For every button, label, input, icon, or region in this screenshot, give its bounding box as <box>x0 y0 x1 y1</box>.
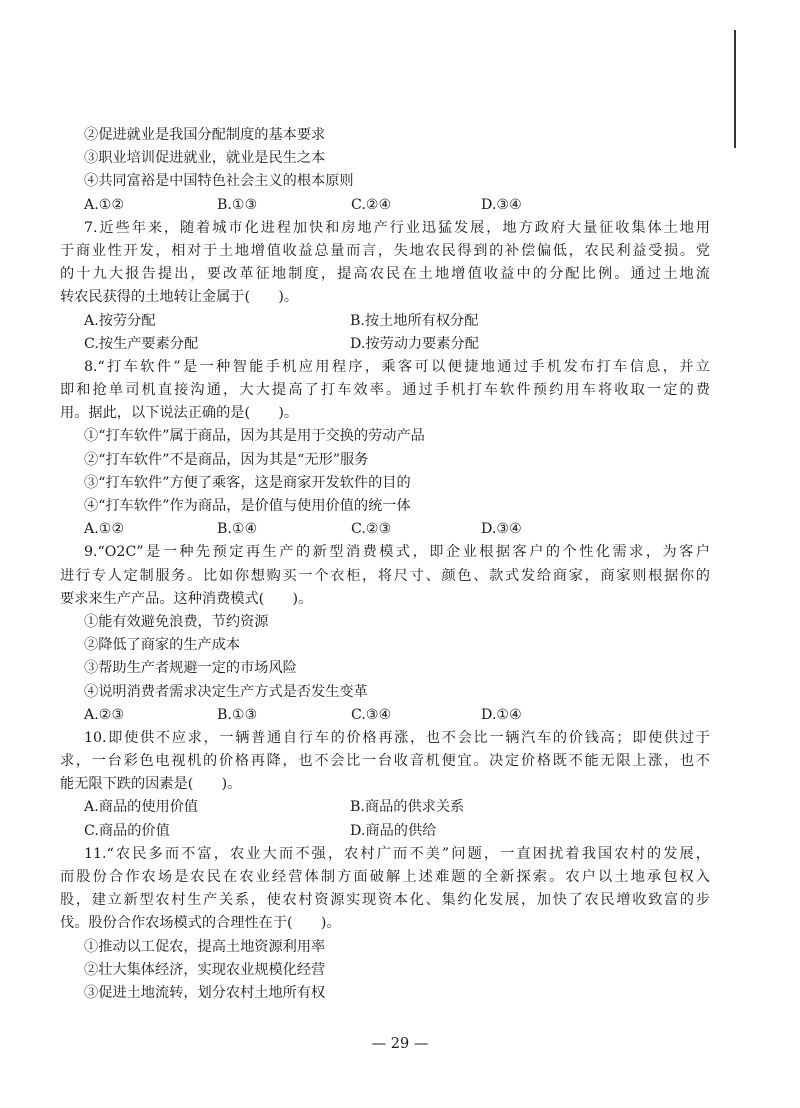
q6-statement: ②促进就业是我国分配制度的基本要求 <box>84 127 326 143</box>
q8-stem-line: 8.“打车软件”是一种智能手机应用程序，乘客可以便捷地通过手机发布打车信息，并立 <box>84 358 710 375</box>
q10-stem-line: 求，一台彩色电视机的价格再降，也不会比一台收音机便宜。决定价格既不能无限上涨，也不 <box>60 753 710 770</box>
q8-stem-line: 即和抢单司机直接沟通，大大提高了打车效率。通过手机打车软件预约用车将收取一定的费 <box>60 382 710 399</box>
q6-statement: ④共同富裕是中国特色社会主义的根本原则 <box>84 173 354 190</box>
q8-statement: ③“打车软件”方便了乘客，这是商家开发软件的目的 <box>84 474 411 491</box>
q11-statement: ①推动以工促农，提高土地资源利用率 <box>84 938 326 955</box>
q9-options <box>84 704 710 727</box>
q6-option-b[interactable]: B.①③ <box>217 196 258 213</box>
q6-option-a[interactable]: A.①② <box>84 196 125 213</box>
q7-options-row2 <box>84 333 710 356</box>
scan-margin-line <box>734 30 736 148</box>
q8-statement: ①“打车软件”属于商品，因为其是用于交换的劳动产品 <box>84 428 425 445</box>
q10-option-d[interactable]: D.商品的供给 <box>350 822 437 839</box>
q9-statement: ②降低了商家的生产成本 <box>84 637 241 654</box>
q10-options-row1 <box>84 796 710 819</box>
q8-option-b[interactable]: B.①④ <box>217 521 258 538</box>
q7-stem-line: 于商业性开发，相对于土地增值收益总量而言，失地农民得到的补偿偏低，农民利益受损。党 <box>60 242 710 259</box>
q11-stem-line: 11.“农民多而不富，农业大而不强，农村广而不美”问题，一直困扰着我国农村的发展， <box>84 845 710 862</box>
q10-stem-line: 能无限下跌的因素是( )。 <box>60 776 242 793</box>
q7-option-d[interactable]: D.按劳动力要素分配 <box>350 335 479 352</box>
q8-statement: ④“打车软件”作为商品，是价值与使用价值的统一体 <box>84 498 411 514</box>
q8-option-a[interactable]: A.①② <box>84 521 125 538</box>
q7-stem-line: 7.近些年来，随着城市化进程加快和房地产行业迅猛发展，地方政府大量征收集体土地用 <box>84 219 710 236</box>
q9-option-b[interactable]: B.①③ <box>217 706 258 723</box>
q11-statement: ③促进土地流转，划分农村土地所有权 <box>84 984 326 1001</box>
q11-stem-line: 股，建立新型农村生产关系，使农村资源实现资本化、集约化发展，加快了农民增收致富的步 <box>60 892 710 909</box>
q10-option-b[interactable]: B.商品的供求关系 <box>350 799 465 816</box>
q6-option-c[interactable]: C.②④ <box>351 196 392 213</box>
q7-stem-line: 的十九大报告提出，要改革征地制度，提高农民在土地增值收益中的分配比例。通过土地流 <box>60 266 710 283</box>
q11-statement: ②壮大集体经济，实现农业规模化经营 <box>84 961 326 978</box>
q6-option-d[interactable]: D.③④ <box>481 196 522 213</box>
q8-option-d[interactable]: D.③④ <box>481 521 522 538</box>
q8-stem-line: 用。据此，以下说法正确的是( )。 <box>60 405 299 422</box>
q6-statement: ③职业培训促进就业，就业是民生之本 <box>84 150 326 167</box>
q11-stem-line: 而股份合作农场是农民在农业经营体制方面破解上述难题的全新探索。农户以土地承包权入 <box>60 869 710 885</box>
q10-stem-line: 10.即使供不应求，一辆普通自行车的价格再涨，也不会比一辆汽车的价钱高；即使供过于 <box>84 729 710 746</box>
q6-options <box>84 194 710 217</box>
q9-stem-line: 9.“O2C”是一种先预定再生产的新型消费模式，即企业根据客户的个性化需求，为客户 <box>84 544 710 561</box>
q11-stem-line: 伐。股份合作农场模式的合理性在于( )。 <box>60 915 341 932</box>
q8-options <box>84 518 710 541</box>
q10-option-a[interactable]: A.商品的使用价值 <box>84 799 199 816</box>
q10-options-row2 <box>84 820 710 843</box>
q8-statement: ②“打车软件”不是商品，因为其是“无形”服务 <box>84 451 369 468</box>
q10-option-c[interactable]: C.商品的价值 <box>84 822 170 839</box>
q7-option-a[interactable]: A.按劳分配 <box>84 312 156 329</box>
q9-statement: ④说明消费者需求决定生产方式是否发生变革 <box>84 683 368 700</box>
q9-statement: ③帮助生产者规避一定的市场风险 <box>84 660 297 677</box>
q9-option-d[interactable]: D.①④ <box>481 706 522 723</box>
q9-stem-line: 要求来生产产品。这种消费模式( )。 <box>60 590 313 607</box>
q9-stem-line: 进行专人定制服务。比如你想购买一个衣柜，将尺寸、颜色、款式发给商家，商家则根据你的 <box>60 567 710 584</box>
page-number: — 29 — <box>371 1036 429 1052</box>
q7-stem-line: 转农民获得的土地转让金属于( )。 <box>60 289 299 306</box>
q9-option-c[interactable]: C.③④ <box>351 706 392 723</box>
q9-option-a[interactable]: A.②③ <box>84 706 125 723</box>
q7-options-row1 <box>84 310 710 333</box>
q7-option-b[interactable]: B.按土地所有权分配 <box>350 312 479 329</box>
q7-option-c[interactable]: C.按生产要素分配 <box>84 335 199 352</box>
q9-statement: ①能有效避免浪费，节约资源 <box>84 613 269 630</box>
question-content <box>60 124 710 1005</box>
q8-option-c[interactable]: C.②③ <box>351 521 392 538</box>
